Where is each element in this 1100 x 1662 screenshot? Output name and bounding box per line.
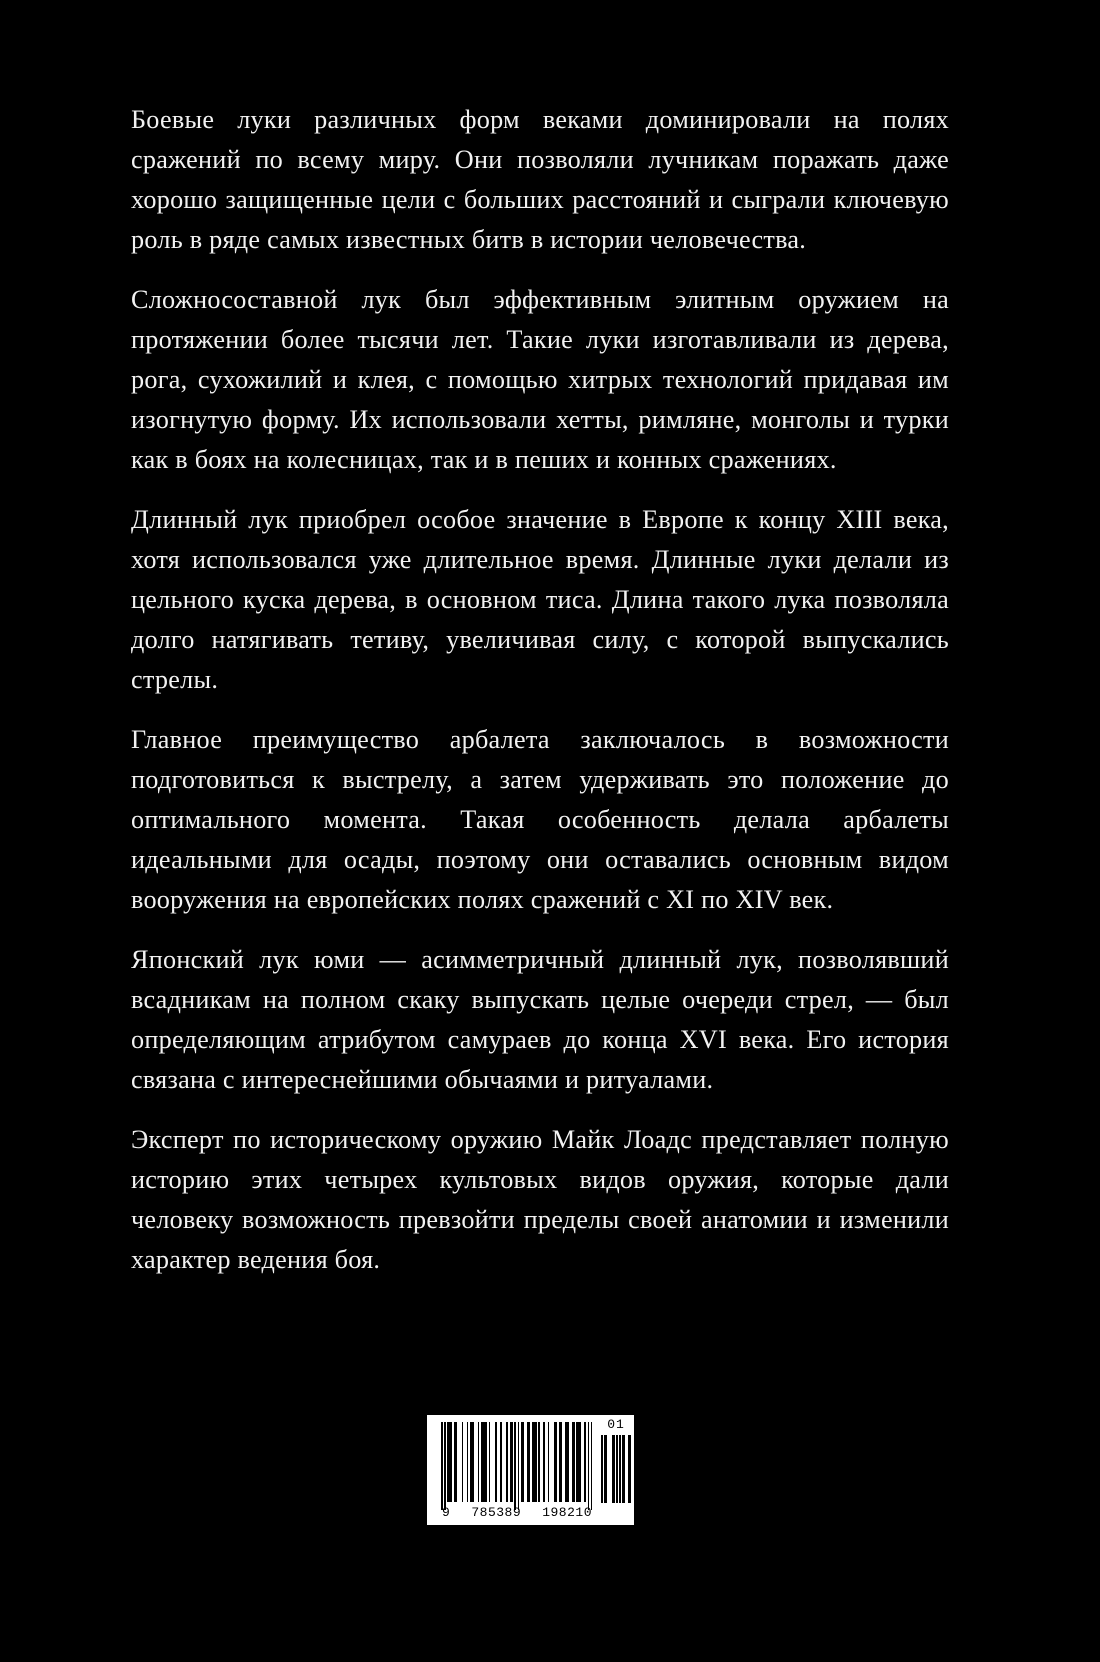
barcode-addon-bars <box>601 1435 631 1503</box>
barcode-number-group-3: 198210 <box>542 1505 592 1520</box>
blurb-paragraph-4: Главное преимущество арбалета заключалось в возможности подготовиться к выстрелу, а затем удерживать это положение до оптимального момента. Такая особенность делала арбалеты идеальными для осады, поэтому они оставались основным видом вооружения на европейских полях сражений с XI по XIV век. <box>131 725 949 914</box>
barcode-number <box>441 1505 593 1520</box>
barcode-addon-module <box>630 1435 632 1503</box>
barcode-module <box>591 1422 593 1510</box>
barcode-ean13 <box>441 1415 593 1525</box>
blurb-paragraph-6: Эксперт по историческому оружию Майк Лоадс представляет полную историю этих четырех культовых видов оружия, которые дали человеку возможность превзойти пределы своей анатомии и изменили характер ведения боя. <box>131 1125 949 1274</box>
barcode-number-group-2: 785389 <box>471 1505 522 1520</box>
barcode-addon-number: 01 <box>607 1417 625 1432</box>
blurb-paragraph-3: Длинный лук приобрел особое значение в Европе к концу XIII века, хотя использовался уже длительное время. Длинные луки делали из цельного куска дерева, в основном тиса. Длина такого лука позволяла долго натягивать тетиву, увеличивая силу, с которой выпускались стрелы. <box>131 505 949 694</box>
blurb-text-block <box>131 100 949 1280</box>
barcode-bars <box>441 1422 593 1502</box>
barcode-addon <box>599 1415 633 1525</box>
blurb-paragraph-5: Японский лук юми — асимметричный длинный лук, позволявший всадникам на полном скаку выпускать целые очереди стрел, — был определяющим атрибутом самураев до конца XVI века. Его история связана с интереснейшими обычаями и ритуалами. <box>131 945 949 1094</box>
blurb-paragraph-2: Сложносоставной лук был эффективным элитным оружием на протяжении более тысячи лет. Такие луки изготавливали из дерева, рога, сухожилий и клея, с помощью хитрых технологий придавая им изогнутую форму. Их использовали хетты, римляне, монголы и турки как в боях на колесницах, так и в пеших и конных сражениях. <box>131 285 949 474</box>
barcode <box>427 1415 634 1525</box>
barcode-number-group-1: 9 <box>442 1505 451 1520</box>
blurb-paragraph-1: Боевые луки различных форм веками доминировали на полях сражений по всему миру. Они позволяли лучникам поражать даже хорошо защищенные цели с больших расстояний и сыграли ключевую роль в ряде самых известных битв в истории человечества. <box>131 105 949 254</box>
